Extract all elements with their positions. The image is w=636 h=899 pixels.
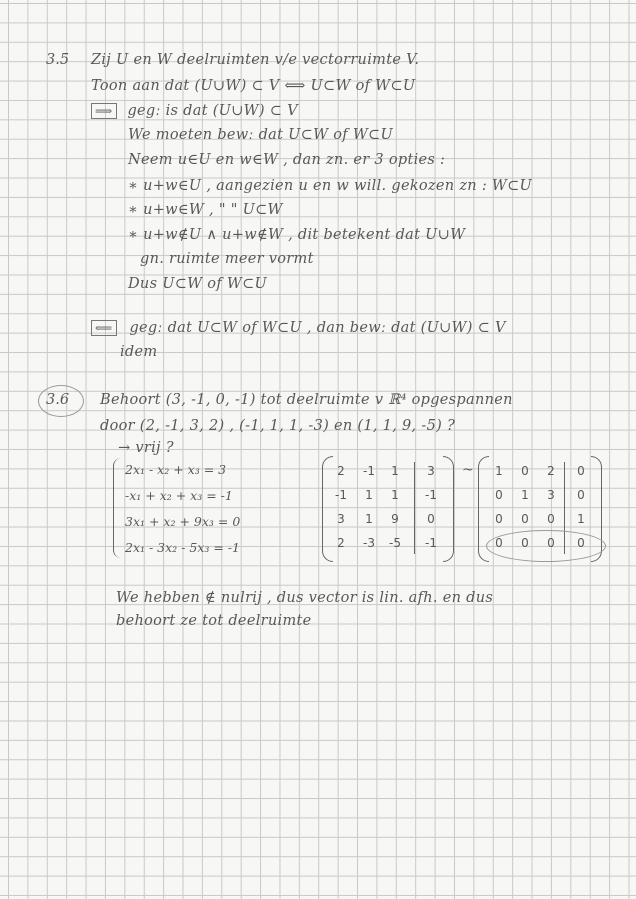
matrix-cell: 0 (521, 536, 529, 550)
matrix-cell: 0 (521, 512, 529, 526)
matrix-cell: 1 (391, 488, 399, 502)
ex35-line-7: ∗ u+w∈W , " " U⊂W (128, 202, 283, 218)
matrix-cell: 2 (337, 536, 345, 550)
equation-row: -x₁ + x₂ + x₃ = -1 (125, 488, 233, 503)
ex35-forward-row (91, 103, 298, 119)
equation-row: 2x₁ - 3x₂ - 5x₃ = -1 (125, 540, 240, 555)
matrix-right-paren (443, 456, 454, 562)
ex35-line-8: ∗ u+w∉U ∧ u+w∉W , dit betekent dat U∪W (128, 227, 466, 243)
zero-row-circle (486, 530, 606, 562)
matrix-cell: 0 (577, 536, 585, 550)
matrix-cell: 0 (547, 536, 555, 550)
ex36-line-1: Behoort (3, -1, 0, -1) tot deelruimte v ℝ⁴ opgespannen (100, 392, 513, 408)
matrix-cell: -3 (363, 536, 375, 550)
augment-bar (414, 462, 415, 554)
ex35-line-9: gn. ruimte meer vormt (140, 251, 314, 267)
matrix-cell: 1 (495, 464, 503, 478)
row-equivalent-symbol: ~ (462, 462, 474, 478)
matrix-cell: 0 (577, 488, 585, 502)
matrix-cell: 0 (427, 512, 435, 526)
matrix-cell: 0 (521, 464, 529, 478)
matrix-cell: 0 (547, 512, 555, 526)
matrix-cell: 2 (547, 464, 555, 478)
matrix-cell: 0 (577, 464, 585, 478)
implies-right-box: ⟹ (91, 103, 117, 119)
conclusion-line-2: behoort ze tot deelruimte (116, 613, 312, 629)
matrix-cell: 2 (337, 464, 345, 478)
matrix-cell: -1 (335, 488, 347, 502)
implies-left-box: ⟸ (91, 320, 117, 336)
matrix-cell: -1 (363, 464, 375, 478)
conclusion-line-1: We hebben ∉ nulrij , dus vector is lin. afh. en dus (116, 590, 494, 606)
matrix-cell: 9 (391, 512, 399, 526)
ex35-line-11: gegː dat U⊂W of W⊂U , dan bewː dat (U∪W) ⊂ V (129, 320, 506, 336)
matrix-cell: 0 (495, 536, 503, 550)
matrix-cell: 1 (521, 488, 529, 502)
ex35-line-10: Dus U⊂W of W⊂U (128, 276, 268, 292)
ex35-backward-row (91, 320, 506, 336)
ex35-line-12: idem (120, 344, 158, 360)
matrix-cell: -1 (425, 536, 437, 550)
equation-row: 2x₁ - x₂ + x₃ = 3 (125, 462, 227, 477)
matrix-cell: -1 (425, 488, 437, 502)
matrix-cell: -5 (389, 536, 401, 550)
matrix-cell: 1 (577, 512, 585, 526)
matrix-cell: 1 (391, 464, 399, 478)
ex36-line-3: → vrij ? (118, 440, 174, 456)
exercise-number-3-5: 3.5 (46, 52, 70, 68)
matrix-cell: 0 (495, 512, 503, 526)
augmented-matrix (322, 456, 454, 560)
matrix-cell: 3 (547, 488, 555, 502)
equation-system (113, 458, 303, 558)
exercise-number-3-6: 3.6 (46, 392, 70, 408)
matrix-cell: 3 (427, 464, 435, 478)
ex35-line-2: Toon aan dat (U∪W) ⊂ V ⟺ U⊂W of W⊂U (91, 78, 416, 94)
matrix-cell: 0 (495, 488, 503, 502)
matrix-cell: 1 (365, 488, 373, 502)
ex35-line-3: gegː is dat (U∪W) ⊂ V (127, 103, 298, 119)
ex35-line-1: Zij U en W deelruimten v/e vectorruimte V. (91, 52, 420, 68)
ex35-line-5: Neem u∈U en w∈W , dan zn. er 3 opties : (128, 152, 446, 168)
ex36-line-2: door (2, -1, 3, 2) , (-1, 1, 1, -3) en (1, 1, 9, -5) ? (100, 418, 456, 434)
ex35-line-4: We moeten bewː dat U⊂W of W⊂U (128, 127, 394, 143)
matrix-cell: 1 (365, 512, 373, 526)
ex35-line-6: ∗ u+w∈U , aangezien u en w will. gekozen zn : W⊂U (128, 178, 533, 194)
left-brace (113, 458, 122, 558)
equation-row: 3x₁ + x₂ + 9x₃ = 0 (125, 514, 241, 529)
matrix-cell: 3 (337, 512, 345, 526)
